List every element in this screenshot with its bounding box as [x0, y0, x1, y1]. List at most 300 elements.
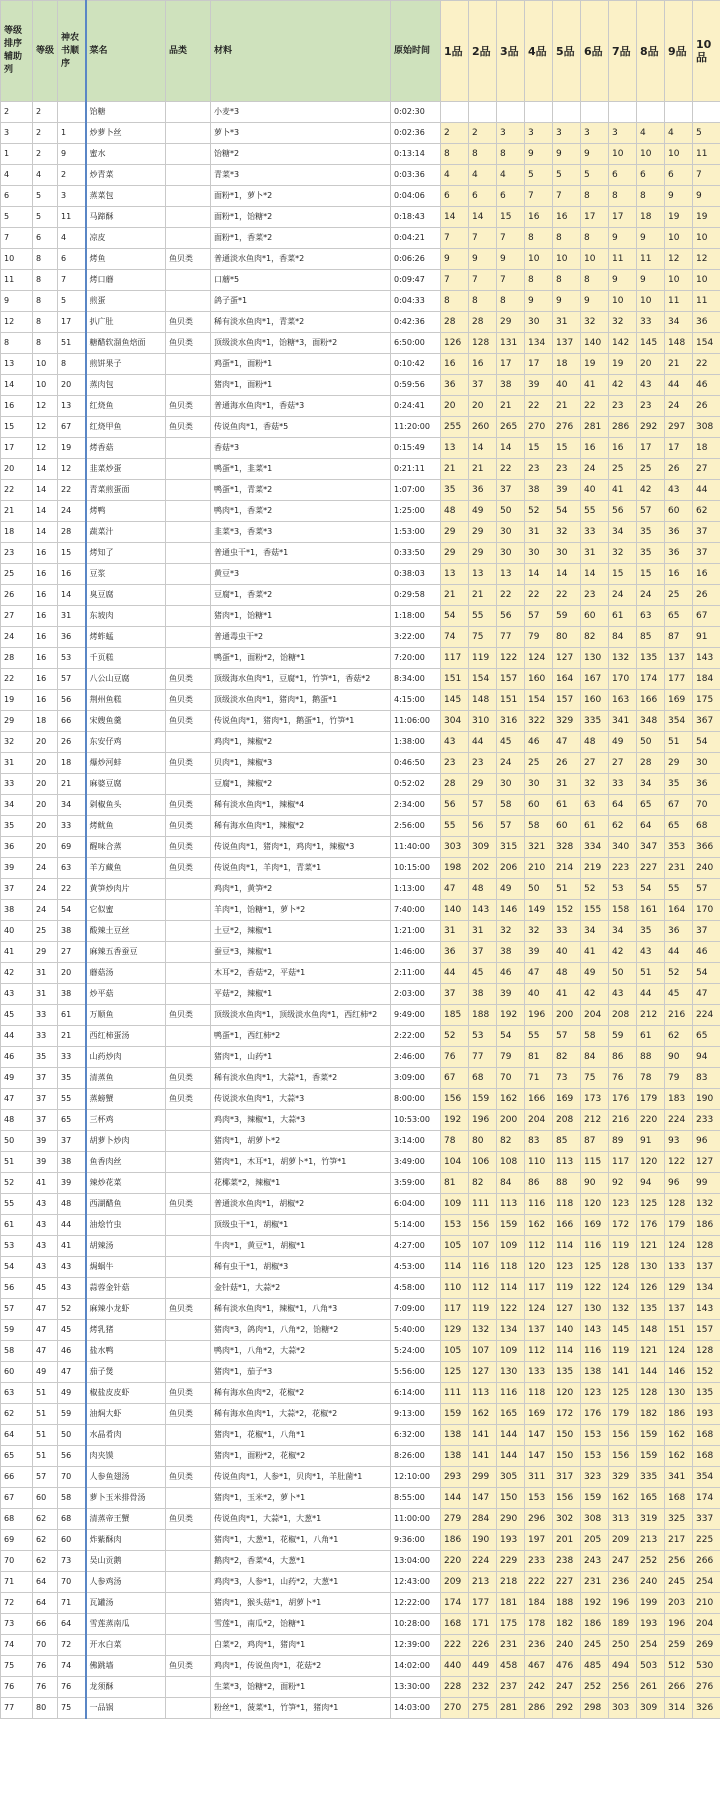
cell-shennong-order[interactable]: 22 — [58, 879, 86, 900]
cell-quality-7[interactable]: 10 — [609, 144, 637, 165]
cell-category[interactable] — [166, 1236, 211, 1257]
cell-level[interactable]: 51 — [33, 1446, 58, 1467]
cell-level[interactable]: 20 — [33, 753, 58, 774]
cell-quality-6[interactable]: 10 — [581, 249, 609, 270]
cell-quality-4[interactable]: 116 — [525, 1194, 553, 1215]
cell-base-time[interactable]: 1:18:00 — [391, 606, 441, 627]
cell-sort-helper[interactable]: 2 — [1, 102, 33, 123]
cell-quality-5[interactable]: 150 — [553, 1425, 581, 1446]
cell-shennong-order[interactable]: 61 — [58, 1005, 86, 1026]
cell-quality-10[interactable]: 91 — [693, 627, 720, 648]
cell-quality-8[interactable]: 28 — [637, 753, 665, 774]
cell-quality-7[interactable]: 313 — [609, 1509, 637, 1530]
cell-quality-3[interactable]: 38 — [497, 942, 525, 963]
cell-category[interactable] — [166, 123, 211, 144]
cell-level[interactable]: 20 — [33, 795, 58, 816]
header-quality-3[interactable]: 3品 — [497, 1, 525, 102]
cell-ingredients[interactable]: 黄豆*3 — [211, 564, 391, 585]
cell-quality-8[interactable]: 130 — [637, 1257, 665, 1278]
cell-quality-9[interactable]: 36 — [665, 921, 693, 942]
cell-quality-10[interactable]: 36 — [693, 774, 720, 795]
cell-quality-10[interactable]: 65 — [693, 1026, 720, 1047]
cell-quality-6[interactable]: 41 — [581, 375, 609, 396]
cell-quality-10[interactable]: 135 — [693, 1383, 720, 1404]
cell-quality-4[interactable]: 58 — [525, 816, 553, 837]
cell-quality-4[interactable]: 197 — [525, 1530, 553, 1551]
cell-quality-7[interactable]: 223 — [609, 858, 637, 879]
cell-quality-6[interactable]: 159 — [581, 1488, 609, 1509]
cell-level[interactable]: 51 — [33, 1383, 58, 1404]
cell-quality-8[interactable]: 121 — [637, 1236, 665, 1257]
cell-quality-6[interactable]: 14 — [581, 564, 609, 585]
cell-dish-name[interactable]: 西湖醋鱼 — [86, 1194, 166, 1215]
cell-category[interactable] — [166, 1572, 211, 1593]
cell-base-time[interactable]: 0:04:33 — [391, 291, 441, 312]
cell-quality-2[interactable]: 226 — [469, 1635, 497, 1656]
cell-category[interactable]: 鱼贝类 — [166, 1509, 211, 1530]
cell-quality-9[interactable]: 55 — [665, 879, 693, 900]
cell-quality-6[interactable]: 84 — [581, 1047, 609, 1068]
cell-base-time[interactable]: 2:34:00 — [391, 795, 441, 816]
cell-shennong-order[interactable]: 56 — [58, 690, 86, 711]
cell-quality-8[interactable]: 94 — [637, 1173, 665, 1194]
cell-quality-8[interactable]: 121 — [637, 1341, 665, 1362]
cell-quality-4[interactable]: 40 — [525, 984, 553, 1005]
cell-quality-8[interactable]: 135 — [637, 1299, 665, 1320]
cell-quality-6[interactable]: 48 — [581, 732, 609, 753]
cell-quality-6[interactable]: 19 — [581, 354, 609, 375]
cell-quality-10[interactable]: 37 — [693, 921, 720, 942]
cell-shennong-order[interactable]: 20 — [58, 963, 86, 984]
cell-category[interactable] — [166, 1047, 211, 1068]
cell-quality-8[interactable]: 182 — [637, 1404, 665, 1425]
cell-dish-name[interactable]: 烤香菇 — [86, 438, 166, 459]
cell-quality-5[interactable]: 80 — [553, 627, 581, 648]
cell-quality-5[interactable]: 21 — [553, 396, 581, 417]
cell-quality-1[interactable]: 105 — [441, 1341, 469, 1362]
cell-quality-5[interactable]: 169 — [553, 1089, 581, 1110]
cell-ingredients[interactable]: 香菇*3 — [211, 438, 391, 459]
cell-quality-1[interactable]: 35 — [441, 480, 469, 501]
cell-quality-7[interactable]: 119 — [609, 1341, 637, 1362]
cell-sort-helper[interactable]: 54 — [1, 1257, 33, 1278]
cell-shennong-order[interactable]: 39 — [58, 1173, 86, 1194]
cell-category[interactable]: 鱼贝类 — [166, 1656, 211, 1677]
cell-quality-4[interactable]: 118 — [525, 1383, 553, 1404]
cell-category[interactable] — [166, 1257, 211, 1278]
cell-quality-1[interactable]: 31 — [441, 921, 469, 942]
cell-level[interactable]: 66 — [33, 1614, 58, 1635]
cell-quality-7[interactable]: 61 — [609, 606, 637, 627]
cell-shennong-order[interactable]: 34 — [58, 795, 86, 816]
cell-category[interactable] — [166, 1026, 211, 1047]
cell-quality-1[interactable]: 7 — [441, 228, 469, 249]
cell-shennong-order[interactable]: 47 — [58, 1362, 86, 1383]
cell-quality-10[interactable]: 143 — [693, 648, 720, 669]
cell-quality-4[interactable]: 286 — [525, 1698, 553, 1719]
cell-quality-3[interactable]: 46 — [497, 963, 525, 984]
cell-quality-3[interactable]: 50 — [497, 501, 525, 522]
cell-shennong-order[interactable]: 58 — [58, 1488, 86, 1509]
cell-sort-helper[interactable]: 65 — [1, 1446, 33, 1467]
cell-quality-10[interactable]: 70 — [693, 795, 720, 816]
cell-dish-name[interactable]: 糖醋软溜鱼焙面 — [86, 333, 166, 354]
cell-quality-10[interactable]: 326 — [693, 1698, 720, 1719]
cell-quality-2[interactable]: 57 — [469, 795, 497, 816]
cell-dish-name[interactable]: 开水白菜 — [86, 1635, 166, 1656]
cell-ingredients[interactable]: 稀有淡水鱼肉*1，辣椒*1，八角*3 — [211, 1299, 391, 1320]
cell-quality-4[interactable]: 5 — [525, 165, 553, 186]
cell-category[interactable] — [166, 1341, 211, 1362]
cell-quality-6[interactable]: 63 — [581, 795, 609, 816]
cell-quality-3[interactable]: 122 — [497, 648, 525, 669]
cell-quality-1[interactable]: 14 — [441, 207, 469, 228]
cell-category[interactable]: 鱼贝类 — [166, 333, 211, 354]
cell-ingredients[interactable]: 猪肉*3，鸽肉*1，八角*2，饴糖*2 — [211, 1320, 391, 1341]
cell-quality-8[interactable]: 213 — [637, 1530, 665, 1551]
cell-quality-9[interactable]: 35 — [665, 774, 693, 795]
cell-ingredients[interactable]: 顶级淡水鱼肉*1，饴糖*3，面粉*2 — [211, 333, 391, 354]
cell-quality-8[interactable]: 292 — [637, 417, 665, 438]
cell-level[interactable]: 37 — [33, 1068, 58, 1089]
cell-ingredients[interactable]: 传说淡水鱼肉*1，大蒜*3 — [211, 1089, 391, 1110]
cell-shennong-order[interactable]: 55 — [58, 1089, 86, 1110]
cell-shennong-order[interactable]: 7 — [58, 270, 86, 291]
cell-dish-name[interactable]: 吴山贡鹅 — [86, 1551, 166, 1572]
cell-quality-10[interactable]: 62 — [693, 501, 720, 522]
cell-quality-4[interactable]: 204 — [525, 1110, 553, 1131]
cell-quality-5[interactable]: 164 — [553, 669, 581, 690]
cell-shennong-order[interactable]: 6 — [58, 249, 86, 270]
cell-quality-5[interactable]: 120 — [553, 1383, 581, 1404]
cell-quality-1[interactable]: 13 — [441, 564, 469, 585]
cell-sort-helper[interactable]: 19 — [1, 690, 33, 711]
cell-quality-8[interactable]: 10 — [637, 144, 665, 165]
cell-ingredients[interactable]: 花椰菜*2，辣椒*1 — [211, 1173, 391, 1194]
cell-quality-2[interactable]: 119 — [469, 1299, 497, 1320]
cell-category[interactable]: 鱼贝类 — [166, 858, 211, 879]
cell-quality-6[interactable]: 52 — [581, 879, 609, 900]
cell-quality-3[interactable]: 150 — [497, 1488, 525, 1509]
cell-ingredients[interactable]: 土豆*2，辣椒*1 — [211, 921, 391, 942]
cell-shennong-order[interactable]: 21 — [58, 774, 86, 795]
cell-quality-5[interactable]: 119 — [553, 1278, 581, 1299]
cell-quality-6[interactable]: 61 — [581, 816, 609, 837]
cell-quality-9[interactable]: 168 — [665, 1488, 693, 1509]
cell-quality-7[interactable]: 141 — [609, 1362, 637, 1383]
cell-base-time[interactable]: 3:49:00 — [391, 1152, 441, 1173]
cell-quality-5[interactable]: 238 — [553, 1551, 581, 1572]
cell-quality-7[interactable]: 10 — [609, 291, 637, 312]
cell-quality-6[interactable]: 116 — [581, 1236, 609, 1257]
cell-quality-3[interactable]: 84 — [497, 1173, 525, 1194]
cell-level[interactable]: 14 — [33, 522, 58, 543]
cell-quality-2[interactable]: 310 — [469, 711, 497, 732]
cell-quality-7[interactable]: 303 — [609, 1698, 637, 1719]
cell-ingredients[interactable]: 牛肉*1，黄豆*1，胡椒*1 — [211, 1236, 391, 1257]
cell-category[interactable] — [166, 1362, 211, 1383]
cell-quality-5[interactable] — [553, 102, 581, 123]
cell-quality-9[interactable]: 12 — [665, 249, 693, 270]
header-sort-helper[interactable]: 等级排序辅助列 — [1, 1, 33, 102]
cell-category[interactable] — [166, 144, 211, 165]
cell-quality-2[interactable]: 196 — [469, 1110, 497, 1131]
cell-quality-6[interactable]: 173 — [581, 1089, 609, 1110]
cell-base-time[interactable]: 3:14:00 — [391, 1131, 441, 1152]
cell-sort-helper[interactable]: 42 — [1, 963, 33, 984]
cell-shennong-order[interactable]: 56 — [58, 1446, 86, 1467]
cell-quality-10[interactable]: 27 — [693, 459, 720, 480]
cell-quality-4[interactable]: 467 — [525, 1656, 553, 1677]
cell-quality-3[interactable]: 77 — [497, 627, 525, 648]
cell-quality-1[interactable]: 117 — [441, 648, 469, 669]
cell-ingredients[interactable]: 顶级海水鱼肉*1，豆腐*1，竹笋*1，香菇*2 — [211, 669, 391, 690]
cell-dish-name[interactable]: 油焖大虾 — [86, 1404, 166, 1425]
cell-quality-9[interactable]: 137 — [665, 1299, 693, 1320]
cell-shennong-order[interactable]: 38 — [58, 921, 86, 942]
cell-quality-9[interactable]: 21 — [665, 354, 693, 375]
cell-quality-6[interactable]: 8 — [581, 228, 609, 249]
cell-base-time[interactable]: 1:53:00 — [391, 522, 441, 543]
cell-quality-1[interactable]: 198 — [441, 858, 469, 879]
cell-dish-name[interactable]: 蒸菜包 — [86, 186, 166, 207]
cell-base-time[interactable]: 0:42:36 — [391, 312, 441, 333]
cell-quality-5[interactable]: 114 — [553, 1341, 581, 1362]
cell-quality-6[interactable]: 298 — [581, 1698, 609, 1719]
cell-shennong-order[interactable]: 73 — [58, 1551, 86, 1572]
cell-quality-9[interactable]: 124 — [665, 1341, 693, 1362]
cell-dish-name[interactable]: 人参鱼翅汤 — [86, 1467, 166, 1488]
cell-dish-name[interactable]: 瓦罐汤 — [86, 1593, 166, 1614]
cell-quality-9[interactable]: 129 — [665, 1278, 693, 1299]
cell-dish-name[interactable]: 红烧甲鱼 — [86, 417, 166, 438]
cell-dish-name[interactable]: 东坡肉 — [86, 606, 166, 627]
cell-dish-name[interactable]: 炒青菜 — [86, 165, 166, 186]
cell-quality-1[interactable]: 43 — [441, 732, 469, 753]
cell-base-time[interactable]: 8:34:00 — [391, 669, 441, 690]
cell-quality-10[interactable]: 128 — [693, 1236, 720, 1257]
cell-quality-5[interactable]: 39 — [553, 480, 581, 501]
cell-ingredients[interactable]: 顶级淡水鱼肉*1，猪肉*1，鹅蛋*1 — [211, 690, 391, 711]
cell-quality-2[interactable]: 20 — [469, 396, 497, 417]
cell-quality-9[interactable]: 196 — [665, 1614, 693, 1635]
cell-quality-4[interactable]: 236 — [525, 1635, 553, 1656]
cell-category[interactable]: 鱼贝类 — [166, 1005, 211, 1026]
cell-quality-7[interactable]: 59 — [609, 1026, 637, 1047]
cell-quality-1[interactable]: 293 — [441, 1467, 469, 1488]
cell-quality-1[interactable]: 44 — [441, 963, 469, 984]
cell-quality-2[interactable]: 148 — [469, 690, 497, 711]
cell-quality-8[interactable]: 33 — [637, 312, 665, 333]
cell-quality-8[interactable]: 227 — [637, 858, 665, 879]
cell-quality-3[interactable]: 165 — [497, 1404, 525, 1425]
cell-quality-5[interactable]: 135 — [553, 1362, 581, 1383]
cell-base-time[interactable]: 12:43:00 — [391, 1572, 441, 1593]
cell-quality-5[interactable]: 61 — [553, 795, 581, 816]
cell-level[interactable]: 24 — [33, 900, 58, 921]
cell-ingredients[interactable]: 鸭蛋*1，西红柿*2 — [211, 1026, 391, 1047]
cell-quality-8[interactable]: 57 — [637, 501, 665, 522]
cell-quality-6[interactable]: 32 — [581, 312, 609, 333]
cell-quality-1[interactable]: 6 — [441, 186, 469, 207]
cell-quality-2[interactable]: 111 — [469, 1194, 497, 1215]
cell-base-time[interactable]: 10:15:00 — [391, 858, 441, 879]
cell-level[interactable]: 35 — [33, 1047, 58, 1068]
cell-quality-5[interactable]: 31 — [553, 774, 581, 795]
cell-shennong-order[interactable]: 4 — [58, 228, 86, 249]
cell-base-time[interactable]: 14:02:00 — [391, 1656, 441, 1677]
cell-base-time[interactable]: 0:04:21 — [391, 228, 441, 249]
cell-quality-2[interactable]: 53 — [469, 1026, 497, 1047]
cell-quality-7[interactable]: 62 — [609, 816, 637, 837]
cell-quality-9[interactable]: 11 — [665, 291, 693, 312]
cell-quality-8[interactable]: 61 — [637, 1026, 665, 1047]
cell-shennong-order[interactable]: 70 — [58, 1467, 86, 1488]
cell-category[interactable]: 鱼贝类 — [166, 249, 211, 270]
cell-sort-helper[interactable]: 38 — [1, 900, 33, 921]
cell-quality-4[interactable]: 162 — [525, 1215, 553, 1236]
cell-quality-4[interactable]: 311 — [525, 1467, 553, 1488]
cell-quality-1[interactable]: 7 — [441, 270, 469, 291]
cell-base-time[interactable]: 0:21:11 — [391, 459, 441, 480]
cell-level[interactable]: 31 — [33, 984, 58, 1005]
cell-dish-name[interactable]: 盐水鸭 — [86, 1341, 166, 1362]
cell-quality-8[interactable]: 23 — [637, 396, 665, 417]
cell-category[interactable] — [166, 522, 211, 543]
cell-quality-8[interactable]: 51 — [637, 963, 665, 984]
cell-quality-2[interactable]: 147 — [469, 1488, 497, 1509]
cell-quality-2[interactable]: 68 — [469, 1068, 497, 1089]
cell-level[interactable]: 18 — [33, 711, 58, 732]
cell-quality-2[interactable]: 141 — [469, 1446, 497, 1467]
cell-dish-name[interactable]: 椒盐皮皮虾 — [86, 1383, 166, 1404]
cell-quality-6[interactable]: 9 — [581, 291, 609, 312]
cell-quality-3[interactable]: 4 — [497, 165, 525, 186]
header-quality-8[interactable]: 8品 — [637, 1, 665, 102]
cell-quality-2[interactable]: 37 — [469, 375, 497, 396]
cell-quality-5[interactable]: 73 — [553, 1068, 581, 1089]
cell-quality-7[interactable]: 41 — [609, 480, 637, 501]
cell-level[interactable]: 29 — [33, 942, 58, 963]
cell-level[interactable]: 5 — [33, 207, 58, 228]
cell-quality-10[interactable]: 184 — [693, 669, 720, 690]
cell-quality-4[interactable]: 110 — [525, 1152, 553, 1173]
cell-ingredients[interactable]: 猪肉*1，胡萝卜*2 — [211, 1131, 391, 1152]
cell-quality-1[interactable]: 105 — [441, 1236, 469, 1257]
cell-quality-4[interactable]: 14 — [525, 564, 553, 585]
cell-quality-1[interactable]: 16 — [441, 354, 469, 375]
cell-quality-2[interactable]: 232 — [469, 1677, 497, 1698]
cell-quality-3[interactable]: 15 — [497, 207, 525, 228]
cell-quality-3[interactable]: 22 — [497, 459, 525, 480]
cell-quality-8[interactable]: 54 — [637, 879, 665, 900]
cell-level[interactable]: 8 — [33, 291, 58, 312]
cell-base-time[interactable]: 4:15:00 — [391, 690, 441, 711]
cell-quality-7[interactable]: 23 — [609, 396, 637, 417]
cell-sort-helper[interactable]: 13 — [1, 354, 33, 375]
cell-sort-helper[interactable]: 52 — [1, 1173, 33, 1194]
cell-dish-name[interactable]: 佛跳墙 — [86, 1656, 166, 1677]
cell-base-time[interactable]: 5:24:00 — [391, 1341, 441, 1362]
cell-dish-name[interactable]: 辣炒花菜 — [86, 1173, 166, 1194]
cell-quality-4[interactable]: 8 — [525, 270, 553, 291]
cell-quality-3[interactable]: 54 — [497, 1026, 525, 1047]
cell-quality-2[interactable]: 112 — [469, 1278, 497, 1299]
cell-dish-name[interactable]: 麻婆豆腐 — [86, 774, 166, 795]
cell-dish-name[interactable]: 烤鸭 — [86, 501, 166, 522]
cell-base-time[interactable]: 0:02:30 — [391, 102, 441, 123]
cell-quality-3[interactable]: 305 — [497, 1467, 525, 1488]
cell-base-time[interactable]: 9:13:00 — [391, 1404, 441, 1425]
cell-quality-6[interactable]: 123 — [581, 1383, 609, 1404]
cell-quality-6[interactable]: 186 — [581, 1614, 609, 1635]
cell-dish-name[interactable]: 西红柿蛋汤 — [86, 1026, 166, 1047]
cell-category[interactable] — [166, 1446, 211, 1467]
cell-ingredients[interactable]: 稀有虫干*1，胡椒*3 — [211, 1257, 391, 1278]
cell-ingredients[interactable]: 普通淡水鱼肉*1，胡椒*2 — [211, 1194, 391, 1215]
cell-sort-helper[interactable]: 55 — [1, 1194, 33, 1215]
cell-quality-6[interactable]: 116 — [581, 1341, 609, 1362]
cell-ingredients[interactable]: 顶级淡水鱼肉*1，顶级淡水鱼肉*1，西红柿*2 — [211, 1005, 391, 1026]
cell-ingredients[interactable]: 鸡肉*3，人参*1，山药*2，大葱*1 — [211, 1572, 391, 1593]
cell-quality-9[interactable]: 79 — [665, 1068, 693, 1089]
cell-shennong-order[interactable]: 48 — [58, 1194, 86, 1215]
cell-quality-6[interactable]: 32 — [581, 774, 609, 795]
cell-quality-1[interactable]: 55 — [441, 816, 469, 837]
cell-ingredients[interactable]: 稀有淡水鱼肉*1，青菜*2 — [211, 312, 391, 333]
cell-quality-6[interactable]: 49 — [581, 963, 609, 984]
cell-base-time[interactable]: 7:40:00 — [391, 900, 441, 921]
cell-quality-10[interactable]: 157 — [693, 1320, 720, 1341]
cell-quality-3[interactable]: 458 — [497, 1656, 525, 1677]
cell-shennong-order[interactable]: 8 — [58, 354, 86, 375]
cell-quality-3[interactable]: 45 — [497, 732, 525, 753]
cell-quality-5[interactable]: 127 — [553, 1299, 581, 1320]
cell-quality-10[interactable]: 54 — [693, 963, 720, 984]
cell-ingredients[interactable]: 稀有淡水鱼肉*1，辣椒*4 — [211, 795, 391, 816]
cell-ingredients[interactable]: 鸡肉*1，传说鱼肉*1，花菇*2 — [211, 1656, 391, 1677]
cell-shennong-order[interactable]: 3 — [58, 186, 86, 207]
cell-quality-4[interactable]: 32 — [525, 921, 553, 942]
cell-level[interactable]: 39 — [33, 1131, 58, 1152]
cell-category[interactable] — [166, 564, 211, 585]
cell-quality-4[interactable]: 79 — [525, 627, 553, 648]
cell-level[interactable]: 2 — [33, 123, 58, 144]
cell-quality-9[interactable]: 51 — [665, 732, 693, 753]
cell-quality-1[interactable]: 36 — [441, 375, 469, 396]
cell-sort-helper[interactable]: 46 — [1, 1047, 33, 1068]
cell-category[interactable] — [166, 627, 211, 648]
cell-level[interactable]: 64 — [33, 1593, 58, 1614]
cell-quality-4[interactable]: 52 — [525, 501, 553, 522]
cell-base-time[interactable]: 5:14:00 — [391, 1215, 441, 1236]
cell-quality-8[interactable]: 174 — [637, 669, 665, 690]
cell-quality-10[interactable]: 337 — [693, 1509, 720, 1530]
cell-category[interactable]: 鱼贝类 — [166, 312, 211, 333]
cell-ingredients[interactable]: 鸭蛋*1，韭菜*1 — [211, 459, 391, 480]
cell-quality-7[interactable]: 43 — [609, 984, 637, 1005]
cell-category[interactable]: 鱼贝类 — [166, 417, 211, 438]
cell-quality-7[interactable]: 117 — [609, 1152, 637, 1173]
cell-quality-10[interactable]: 276 — [693, 1677, 720, 1698]
cell-quality-2[interactable]: 36 — [469, 480, 497, 501]
cell-dish-name[interactable]: 青菜煎蛋面 — [86, 480, 166, 501]
cell-quality-6[interactable]: 334 — [581, 837, 609, 858]
cell-quality-6[interactable]: 40 — [581, 480, 609, 501]
cell-sort-helper[interactable]: 32 — [1, 732, 33, 753]
cell-quality-2[interactable]: 56 — [469, 816, 497, 837]
cell-quality-5[interactable]: 150 — [553, 1446, 581, 1467]
